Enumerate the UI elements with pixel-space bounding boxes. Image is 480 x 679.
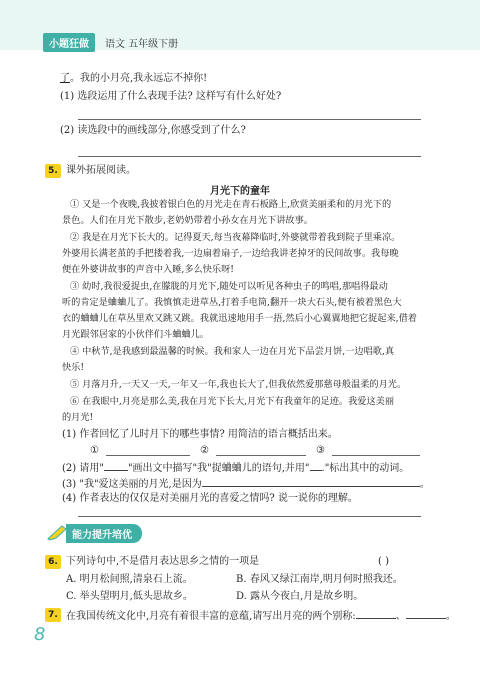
fill-blank[interactable]	[202, 476, 420, 487]
paragraph-2-line: ② 我是在月光下长大的。记得夏天,每当夜幕降临时,外婆就带着我到院子里乘凉。	[70, 232, 401, 243]
pencil-icon	[46, 525, 68, 541]
top-question-2: (2) 读选段中的画线部分,你感受到了什么?	[60, 125, 246, 136]
ability-banner	[46, 524, 142, 542]
paragraph-4-line: 快乐!	[62, 362, 85, 373]
paragraph-6-line: 的月光!	[62, 412, 94, 423]
brand-label: 小题狂做	[43, 33, 95, 52]
question-number-badge: 7.	[45, 608, 61, 622]
paragraph-3-line: ③ 幼时,我很爱捉虫,在朦胧的月光下,随处可以听见各种虫子的鸣唱,那唱得最动	[70, 281, 388, 292]
section-label: 课外拓展阅读。	[66, 165, 136, 176]
choice-marker-1: ①	[90, 445, 99, 456]
question-6-text: 下列诗句中,不是借月表达思乡之情的一项是	[66, 556, 260, 567]
fill-blank[interactable]	[104, 460, 128, 471]
answer-parentheses[interactable]: ( )	[378, 556, 389, 567]
fill-blank[interactable]	[310, 460, 322, 471]
paragraph-3-line: 听的肯定是蛐蛐儿了。我慎慎走进草丛,打着手电筒,翻开一块大石头,便有被着黑色大	[62, 297, 402, 308]
subject-label: 语文 五年级下册	[105, 38, 179, 50]
question-number-badge: 5.	[45, 164, 61, 178]
article-title: 月光下的童年	[210, 186, 270, 197]
answer-line[interactable]	[216, 455, 306, 456]
paragraph-5-line: ⑤ 月落月升,一天又一天,一年又一年,我也长大了,但我依然爱那慈母般温柔的月光。	[70, 379, 407, 390]
paragraph-4-line: ④ 中秋节,是我感到最温馨的时候。我和家人一边在月光下品尝月饼,一边唱歌,真	[70, 346, 395, 357]
answer-line[interactable]	[332, 455, 420, 456]
paragraph-1-line: 景色。人们在月光下散步,老奶奶带着小孙女在月光下讲故事。	[62, 215, 313, 226]
reading-question-2: (2) 请用" "画出文中描写"我"捉蛐蛐儿的语句,并用" ."标出其中的动词。	[62, 460, 409, 476]
choice-marker-2: ②	[200, 445, 209, 456]
paragraph-3-line: 月光跟邻居家的小伙伴们斗蛐蛐儿。	[62, 329, 209, 340]
page-number: 8	[34, 624, 46, 645]
ability-label: 能力提升培优	[66, 524, 142, 543]
page-header	[43, 34, 178, 50]
question-number-badge: 6.	[45, 555, 61, 569]
paragraph-3-line: 衣的蛐蛐儿在草丛里欢又跳又跳。我就迅速地用手一捂,然后小心翼翼地把它捉起来,借着	[62, 313, 417, 324]
top-question-1: (1) 选段运用了什么表现手法? 这样写有什么好处?	[60, 91, 282, 102]
fill-blank[interactable]	[356, 608, 396, 619]
paragraph-2-line: 外婆用长满老茧的手把搂着我,一边扇着扇子,一边给我讲老掉牙的民间故事。我每晚	[62, 248, 399, 259]
option-b: B. 春风又绿江南岸,明月何时照我还。	[236, 574, 403, 585]
option-d: D. 露从今夜白,月是故乡明。	[236, 591, 364, 602]
passage-end-line: 了。我的小月亮,我永远忘不掉你!	[60, 73, 208, 84]
option-c: C. 举头望明月,低头思故乡。	[66, 591, 193, 602]
reading-question-4: (4) 作者表达的仅仅是对美丽月光的喜爱之情吗? 说一说你的理解。	[62, 493, 358, 504]
option-a: A. 明月松间照,清泉石上流。	[66, 574, 193, 585]
fill-blank[interactable]	[406, 608, 446, 619]
reading-question-3: (3) "我"爱这美丽的月光,是因为 。	[62, 476, 430, 492]
reading-question-1: (1) 作者回忆了儿时月下的哪些事情? 用简洁的语言概括出来。	[62, 429, 338, 440]
answer-line[interactable]	[106, 455, 190, 456]
answer-line[interactable]	[78, 156, 421, 157]
paragraph-1-line: ① 又是一个夜晚,我披着银白色的月光走在青石板路上,欣赏美丽柔和的月光下的	[70, 199, 392, 210]
answer-line[interactable]	[78, 119, 421, 120]
question-7-text: 在我国传统文化中,月亮有着很丰富的意蕴,请写出月亮的两个别称: 、 。	[66, 608, 456, 624]
paragraph-6-line: ⑥ 在我眼中,月亮是那么美,我在月光下长大,月光下有我童年的足迹。我爱这美丽	[70, 396, 395, 407]
choice-marker-3: ③	[316, 445, 325, 456]
answer-line[interactable]	[78, 516, 421, 517]
paragraph-2-line: 便在外婆讲故事的声音中入睡,多么快乐呀!	[62, 264, 234, 275]
